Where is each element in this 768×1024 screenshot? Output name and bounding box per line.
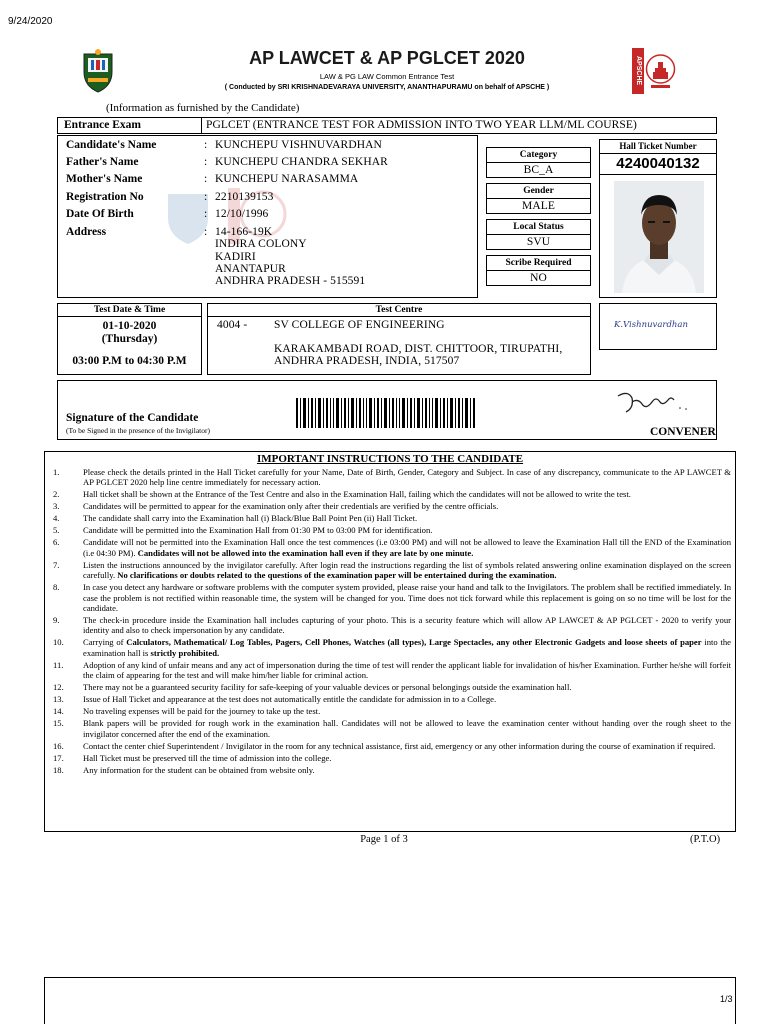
divider <box>201 117 202 134</box>
instruction-text-part: The check-in procedure inside the Examination hall includes capturing of your photo. This is a security feature which will allow AP LAWCET & AP PGLCET - 2020 to verify your identity and also to check impersonation by any candidate. <box>83 615 731 636</box>
colon: : <box>204 226 208 238</box>
instruction-text <box>83 637 735 658</box>
instructions-box <box>44 451 736 832</box>
test-time: 03:00 P.M to 04:30 P.M <box>72 355 187 367</box>
instruction-number: 4. <box>53 513 60 524</box>
instruction-text-part: strictly prohibited. <box>150 647 220 658</box>
print-date: 9/24/2020 <box>8 16 53 27</box>
pto-label: (P.T.O) <box>690 834 721 845</box>
instructions-list <box>45 467 735 775</box>
instruction-number: 15. <box>53 718 64 729</box>
entrance-exam-value: PGLCET (ENTRANCE TEST FOR ADMISSION INTO TWO YEAR LLM/ML COURSE) <box>206 119 637 131</box>
colon: : <box>204 191 208 203</box>
instruction-text-part: Candidate will be permitted into the Examination Hall from 01:30 PM to 03:00 PM for identification. <box>83 525 433 536</box>
address-line: KADIRI <box>215 250 256 263</box>
address-line: 14-166-19K <box>215 226 273 238</box>
instruction-item <box>45 467 735 488</box>
local-status-label: Local Status <box>487 220 590 235</box>
mother-name-value: KUNCHEPU NARASAMMA <box>215 173 359 185</box>
instruction-item <box>45 694 735 704</box>
instruction-item <box>45 682 735 692</box>
registration-no-value: 2210139153 <box>215 191 274 203</box>
instruction-text-part: Contact the center chief Superintendent / Invigilator in the room for any technical assistance, first aid, emergency or any other information during the course of examination if required. <box>83 740 716 751</box>
instruction-number: 12. <box>53 682 64 693</box>
instruction-number: 7. <box>53 559 60 570</box>
candidate-signature-text: K.Vishnuvardhan <box>614 320 688 330</box>
instruction-text-part: No traveling expenses will be paid for the journey to take up the test. <box>83 706 321 717</box>
instruction-text <box>83 706 735 716</box>
instruction-text <box>83 525 735 535</box>
address-line: ANDHRA PRADESH - 515591 <box>215 275 366 288</box>
scribe-box <box>486 255 591 286</box>
address-line: INDIRA COLONY <box>215 238 307 251</box>
scribe-value: NO <box>530 272 547 284</box>
instruction-item <box>45 741 735 751</box>
father-name-label: Father's Name <box>66 156 139 168</box>
instruction-text-part: There may not be a guaranteed security facility for safe-keeping of your valuable devices or personal belongings outside the examination hall. <box>83 682 572 693</box>
colon: : <box>204 139 208 151</box>
test-day: (Thursday) <box>101 333 158 345</box>
instruction-number: 17. <box>53 752 64 763</box>
convener-signature-icon <box>614 388 694 418</box>
registration-no-label: Registration No <box>66 191 144 203</box>
dob-label: Date Of Birth <box>66 208 134 220</box>
instruction-number: 5. <box>53 525 60 536</box>
instruction-text-part: Candidates will be permitted to appear for the examination only after their credentials are verified by the centre officials. <box>83 501 499 512</box>
candidate-photo <box>614 181 704 293</box>
address-label: Address <box>66 226 107 238</box>
instruction-text <box>83 741 735 751</box>
gender-value: MALE <box>522 200 555 212</box>
instruction-text-part: Hall ticket shall be shown at the Entrance of the Test Centre and also in the Examination Hall, failing which the candidates will not be allowed to write the test. <box>83 489 631 500</box>
centre-name: SV COLLEGE OF ENGINEERING <box>274 319 445 331</box>
address-line: ANANTAPUR <box>215 262 286 275</box>
instruction-number: 14. <box>53 706 64 717</box>
instruction-number: 16. <box>53 740 64 751</box>
candidate-name-value: KUNCHEPU VISHNUVARDHAN <box>215 139 382 151</box>
address-block <box>215 226 365 287</box>
instruction-text-part: Issue of Hall Ticket and appearance at the test does not automatically entitle the candidate for admission in to a College. <box>83 694 497 705</box>
instruction-text <box>83 753 735 763</box>
instruction-text-part: Candidates will not be allowed into the examination hall even if they are late by one minute. <box>137 547 474 558</box>
instruction-number: 18. <box>53 764 64 775</box>
test-centre-box <box>207 303 591 375</box>
instruction-item <box>45 582 735 613</box>
exam-title: AP LAWCET & AP PGLCET 2020 <box>249 48 525 68</box>
instruction-number: 13. <box>53 694 64 705</box>
instruction-item <box>45 660 735 681</box>
instruction-text-part: Any information for the student can be obtained from website only. <box>83 764 315 775</box>
gender-box <box>486 183 591 214</box>
signature-note: (To be Signed in the presence of the Invigilator) <box>66 426 211 435</box>
instruction-number: 9. <box>53 615 60 626</box>
instruction-text <box>83 718 735 739</box>
hall-ticket-box <box>599 139 717 298</box>
next-page-border <box>44 977 736 978</box>
instruction-text-part: into the examination hall is <box>83 637 731 658</box>
centre-code: 4004 - <box>217 319 248 331</box>
gender-label: Gender <box>487 184 590 199</box>
instruction-text <box>83 582 735 613</box>
page-counter: 1/3 <box>720 994 733 1004</box>
instruction-text <box>83 765 735 775</box>
instruction-number: 8. <box>53 582 60 593</box>
instruction-text <box>83 489 735 499</box>
next-page-border <box>44 977 45 1024</box>
info-note: (Information as furnished by the Candidate) <box>106 102 300 114</box>
category-value: BC_A <box>523 164 554 176</box>
instruction-number: 1. <box>53 467 60 477</box>
instructions-title <box>45 453 735 465</box>
instruction-text-part: Listen the instructions announced by the invigilator carefully. After login read the instructions regarding the list of symbols related answering online examination displayed on the screen carefully. <box>83 559 731 581</box>
instruction-text-part: No clarifications or doubts related to the questions of the examination paper will be entertained during the examination. <box>117 570 557 581</box>
instruction-item <box>45 513 735 523</box>
instruction-item <box>45 637 735 658</box>
instruction-item <box>45 489 735 499</box>
signature-label: Signature of the Candidate <box>66 412 199 424</box>
centre-address-1: KARAKAMBADI ROAD, DIST. CHITTOOR, TIRUPATHI, <box>274 343 563 355</box>
test-date-label: Test Date & Time <box>58 304 201 317</box>
test-date-box <box>57 303 202 375</box>
centre-address-2: ANDHRA PRADESH, INDIA, 517507 <box>274 355 460 367</box>
instruction-text-part: Hall Ticket must be preserved till the time of admission into the college. <box>83 752 332 763</box>
test-date: 01-10-2020 <box>102 320 157 332</box>
barcode <box>296 398 476 428</box>
colon: : <box>204 173 208 185</box>
instructions-title-text: IMPORTANT INSTRUCTIONS TO THE CANDIDATE <box>256 453 524 465</box>
instruction-text <box>83 501 735 511</box>
instruction-text <box>83 537 735 558</box>
instruction-text-part: The candidate shall carry into the Examination hall (i) Black/Blue Ball Point Pen (ii) Hall Ticket. <box>83 513 418 524</box>
next-page-border <box>735 977 736 1024</box>
page-number: Page 1 of 3 <box>360 834 408 845</box>
category-label: Category <box>487 148 590 163</box>
instruction-text <box>83 513 735 523</box>
entrance-exam-row <box>57 117 717 134</box>
instruction-number: 2. <box>53 489 60 500</box>
instruction-text-part: Please check the details printed in the Hall Ticket carefully for your Name, Date of Birth, Gender, Category and Subject. In case of any discrepancy, communicate to the AP LAWCET & AP PGLCET 2020 help line centre immediately for necessary action. <box>83 467 731 488</box>
father-name-value: KUNCHEPU CHANDRA SEKHAR <box>215 156 388 168</box>
candidate-signature-box <box>599 303 717 350</box>
instruction-item <box>45 706 735 716</box>
instruction-item <box>45 537 735 558</box>
scribe-label: Scribe Required <box>487 256 590 271</box>
hall-ticket-number: 4240040132 <box>600 154 716 175</box>
category-box <box>486 147 591 178</box>
instruction-number: 10. <box>53 637 64 648</box>
local-status-box <box>486 219 591 250</box>
instruction-text <box>83 694 735 704</box>
instruction-text-part: In case you detect any hardware or software problems with the computer system provided, please raise your hand and talk to the Invigilators. The problem shall be rectified immediately. In case the problem is not rectified within reasonable time, the system will be changed for you. Time does not tick forward while this replacement is going on so no time will be lost for the candidate. <box>83 582 731 614</box>
instruction-item <box>45 753 735 763</box>
barcode-icon <box>296 398 476 428</box>
local-status-value: SVU <box>526 236 551 248</box>
test-centre-label: Test Centre <box>208 304 590 317</box>
entrance-exam-label: Entrance Exam <box>64 119 141 131</box>
instruction-number: 3. <box>53 501 60 512</box>
dob-value: 12/10/1996 <box>215 208 269 220</box>
instruction-text-part: Adoption of any kind of unfair means and any act of impersonation during the time of test will render the applicant liable for invalidation of his/her Examination. Further he/she will forfeit the claim of appearing for the test and will make him/her liable for criminal action. <box>83 659 731 681</box>
instruction-text <box>83 467 735 488</box>
instruction-text <box>83 560 735 581</box>
university-logo-icon <box>80 48 116 94</box>
instruction-text <box>83 660 735 681</box>
instruction-item <box>45 615 735 636</box>
conducted-by: ( Conducted by SRI KRISHNADEVARAYA UNIVERSITY, ANANTHAPURAMU on behalf of APSCHE ) <box>224 84 550 91</box>
instruction-text-part: Carrying of <box>83 637 127 648</box>
colon: : <box>204 156 208 168</box>
instruction-text-part: Candidate will not be permitted into the Examination Hall once the test commences (i.e 03:00 PM) and will not be allowed to leave the Examination Hall till the END of the Examination (i.e 04:30 PM). <box>83 537 731 558</box>
instruction-number: 11. <box>53 659 64 670</box>
instruction-number: 6. <box>53 537 60 548</box>
exam-subtitle: LAW & PG LAW Common Entrance Test <box>319 72 455 81</box>
candidate-name-label: Candidate's Name <box>66 139 157 151</box>
instruction-item <box>45 560 735 581</box>
instruction-text <box>83 615 735 636</box>
instruction-item <box>45 765 735 775</box>
instruction-text <box>83 682 735 692</box>
instruction-text-part: Calculators, Mathematical/ Log Tables, Pagers, Cell Phones, Watches (all types), Large Spectacles, any other Electronic Gadgets and loose sheets of paper <box>126 637 702 648</box>
hall-ticket-label: Hall Ticket Number <box>600 140 716 154</box>
instruction-item <box>45 525 735 535</box>
instruction-item <box>45 718 735 739</box>
convener-label: CONVENER <box>650 426 716 438</box>
apsche-emblem-icon <box>645 50 676 92</box>
mother-name-label: Mother's Name <box>66 173 143 185</box>
colon: : <box>204 208 208 220</box>
apsche-logo <box>632 48 676 94</box>
apsche-logo-text: APSCHE <box>632 48 644 94</box>
instruction-item <box>45 501 735 511</box>
instruction-text-part: Blank papers will be provided for rough work in the examination hall. Candidates will not be allowed to leave the examination center without handing over the rough sheet to the invigilator concerned after the end of the examination. <box>83 718 731 739</box>
